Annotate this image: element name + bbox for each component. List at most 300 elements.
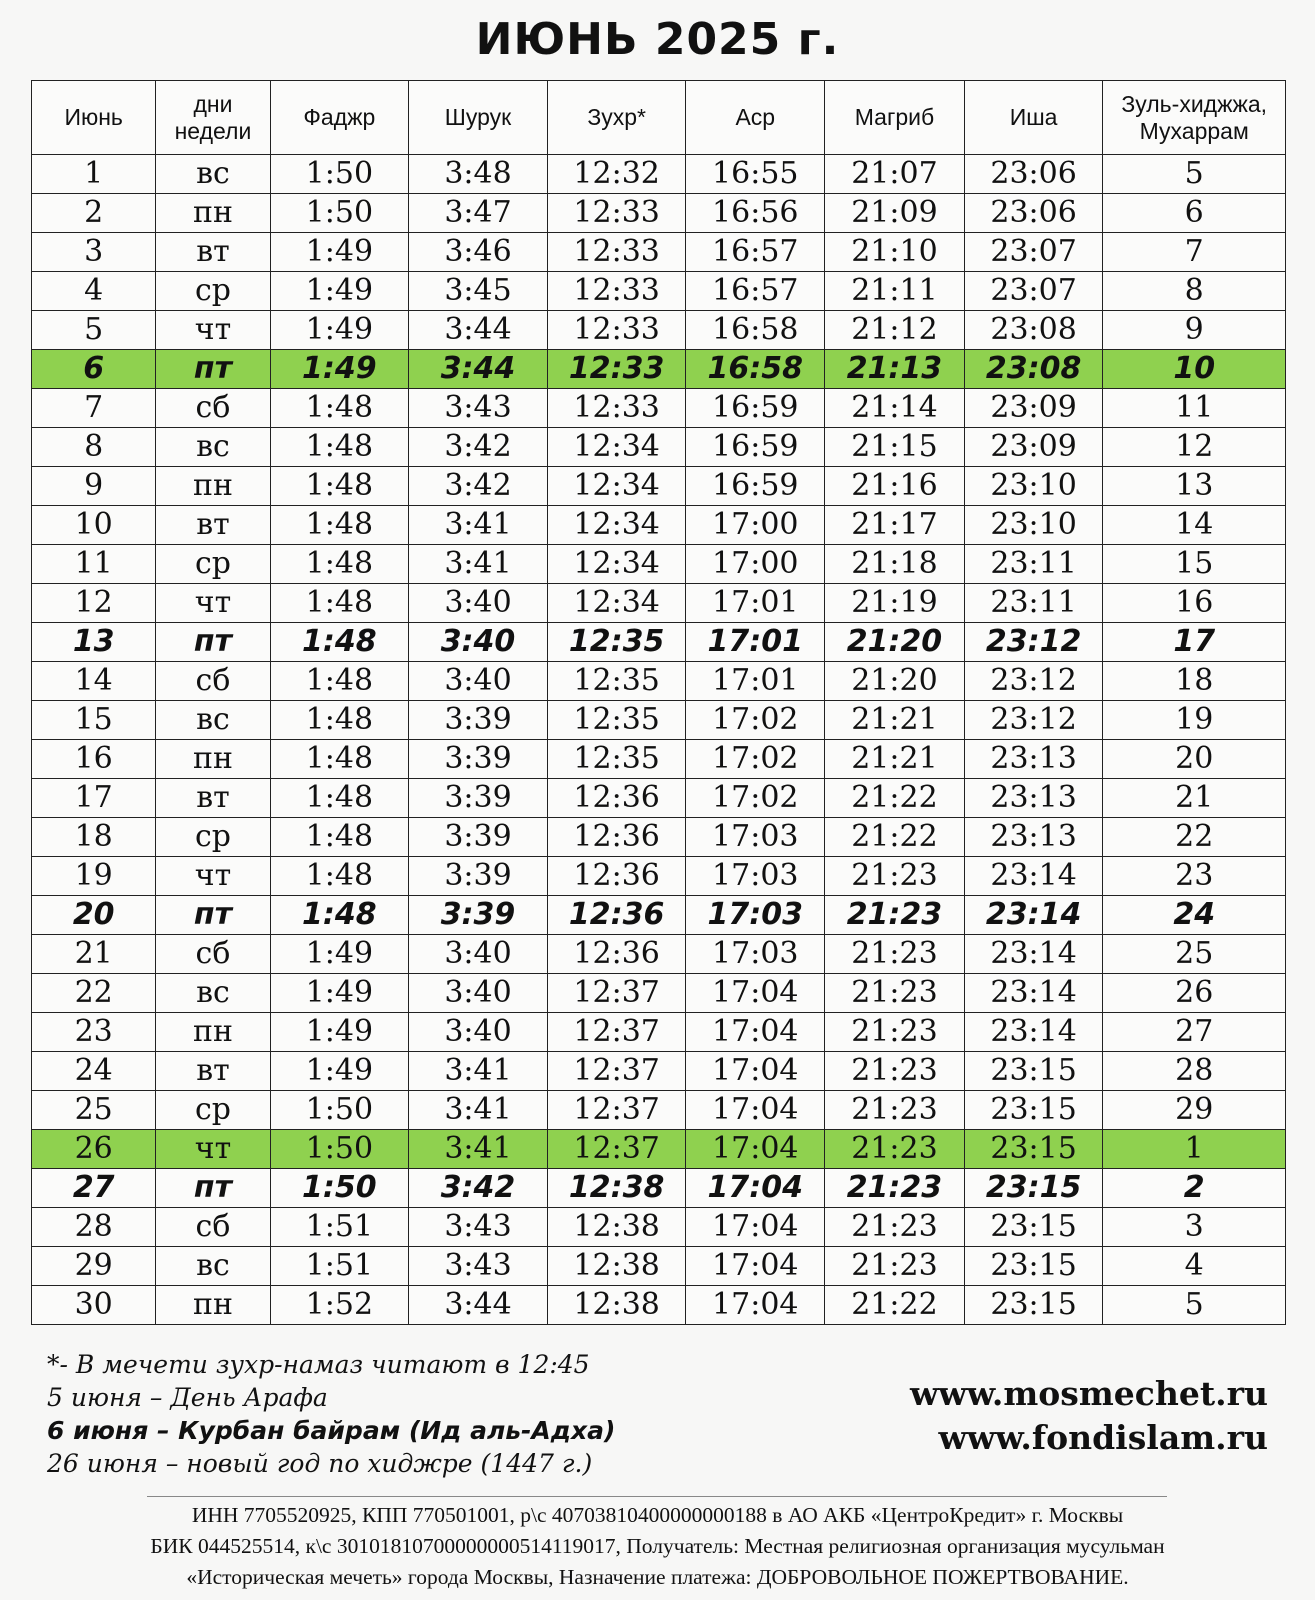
cell-day: 3: [32, 233, 156, 272]
bank-details: [0, 1500, 1315, 1593]
cell-maghrib: 21:13: [825, 350, 965, 389]
cell-weekday: сб: [156, 935, 270, 974]
cell-shuruk: 3:42: [409, 467, 548, 506]
cell-zuhr: 12:33: [547, 194, 686, 233]
cell-weekday: ср: [156, 818, 270, 857]
cell-day: 10: [32, 506, 156, 545]
table-row: [32, 623, 1286, 662]
cell-day: 23: [32, 1013, 156, 1052]
cell-shuruk: 3:47: [409, 194, 548, 233]
cell-hijri-day: 19: [1103, 701, 1286, 740]
cell-day: 11: [32, 545, 156, 584]
cell-shuruk: 3:41: [409, 1052, 548, 1091]
cell-asr: 17:02: [686, 701, 825, 740]
column-header-zuhr: Зухр*: [547, 81, 686, 155]
cell-zuhr: 12:35: [547, 623, 686, 662]
cell-shuruk: 3:46: [409, 233, 548, 272]
cell-isha: 23:13: [964, 740, 1103, 779]
cell-asr: 17:04: [686, 1013, 825, 1052]
cell-asr: 17:01: [686, 584, 825, 623]
cell-fajr: 1:48: [270, 779, 409, 818]
cell-zuhr: 12:34: [547, 545, 686, 584]
table-row: [32, 428, 1286, 467]
cell-isha: 23:06: [964, 194, 1103, 233]
cell-fajr: 1:48: [270, 623, 409, 662]
cell-fajr: 1:49: [270, 311, 409, 350]
cell-weekday: чт: [156, 857, 270, 896]
cell-hijri-day: 2: [1103, 1169, 1286, 1208]
cell-isha: 23:15: [964, 1208, 1103, 1247]
bank-details-line: «Историческая мечеть» города Москвы, Назначение платежа: ДОБРОВОЛЬНОЕ ПОЖЕРТВОВАНИЕ.: [186, 1565, 1129, 1589]
cell-weekday: пт: [156, 896, 270, 935]
cell-shuruk: 3:40: [409, 662, 548, 701]
cell-isha: 23:15: [964, 1247, 1103, 1286]
cell-fajr: 1:48: [270, 701, 409, 740]
cell-hijri-day: 26: [1103, 974, 1286, 1013]
cell-asr: 17:04: [686, 1247, 825, 1286]
cell-shuruk: 3:39: [409, 896, 548, 935]
cell-zuhr: 12:34: [547, 506, 686, 545]
cell-zuhr: 12:36: [547, 818, 686, 857]
cell-hijri-day: 9: [1103, 311, 1286, 350]
cell-zuhr: 12:38: [547, 1286, 686, 1325]
table-row: [32, 1091, 1286, 1130]
table-row: [32, 155, 1286, 194]
cell-fajr: 1:48: [270, 818, 409, 857]
cell-shuruk: 3:44: [409, 311, 548, 350]
cell-weekday: сб: [156, 389, 270, 428]
cell-fajr: 1:49: [270, 350, 409, 389]
cell-isha: 23:12: [964, 623, 1103, 662]
cell-asr: 16:57: [686, 233, 825, 272]
cell-asr: 17:04: [686, 974, 825, 1013]
divider: [147, 1496, 1167, 1497]
cell-fajr: 1:49: [270, 1013, 409, 1052]
cell-zuhr: 12:34: [547, 428, 686, 467]
cell-shuruk: 3:40: [409, 584, 548, 623]
page-title: ИЮНЬ 2025 г.: [475, 14, 840, 65]
cell-weekday: пн: [156, 1013, 270, 1052]
cell-hijri-day: 4: [1103, 1247, 1286, 1286]
table-row: [32, 311, 1286, 350]
cell-weekday: вс: [156, 155, 270, 194]
cell-weekday: пн: [156, 194, 270, 233]
cell-isha: 23:07: [964, 233, 1103, 272]
cell-isha: 23:08: [964, 350, 1103, 389]
table-row: [32, 194, 1286, 233]
cell-hijri-day: 16: [1103, 584, 1286, 623]
cell-asr: 16:59: [686, 467, 825, 506]
cell-fajr: 1:50: [270, 1169, 409, 1208]
cell-shuruk: 3:42: [409, 1169, 548, 1208]
column-header-isha: Иша: [964, 81, 1103, 155]
cell-zuhr: 12:33: [547, 389, 686, 428]
cell-maghrib: 21:23: [825, 1247, 965, 1286]
table-row: [32, 1208, 1286, 1247]
bank-details-line: БИК 044525514, к\с 30101810700000000514119017, Получатель: Местная религиозная организация мусульман: [150, 1534, 1165, 1558]
cell-shuruk: 3:48: [409, 155, 548, 194]
cell-asr: 17:04: [686, 1052, 825, 1091]
cell-fajr: 1:48: [270, 896, 409, 935]
table-row: [32, 506, 1286, 545]
cell-asr: 17:04: [686, 1286, 825, 1325]
cell-shuruk: 3:40: [409, 974, 548, 1013]
cell-asr: 17:02: [686, 740, 825, 779]
cell-fajr: 1:48: [270, 584, 409, 623]
footnotes: [47, 1348, 847, 1480]
cell-asr: 16:55: [686, 155, 825, 194]
cell-shuruk: 3:39: [409, 740, 548, 779]
cell-shuruk: 3:43: [409, 1247, 548, 1286]
cell-asr: 17:01: [686, 662, 825, 701]
cell-maghrib: 21:23: [825, 857, 965, 896]
cell-weekday: вс: [156, 428, 270, 467]
cell-day: 17: [32, 779, 156, 818]
cell-asr: 16:59: [686, 428, 825, 467]
cell-asr: 16:56: [686, 194, 825, 233]
cell-hijri-day: 21: [1103, 779, 1286, 818]
cell-isha: 23:15: [964, 1091, 1103, 1130]
table-row: [32, 350, 1286, 389]
cell-isha: 23:13: [964, 779, 1103, 818]
cell-isha: 23:14: [964, 857, 1103, 896]
table-row: [32, 740, 1286, 779]
cell-zuhr: 12:36: [547, 896, 686, 935]
cell-zuhr: 12:38: [547, 1169, 686, 1208]
cell-maghrib: 21:23: [825, 1052, 965, 1091]
table-row: [32, 701, 1286, 740]
cell-weekday: пн: [156, 1286, 270, 1325]
cell-zuhr: 12:36: [547, 857, 686, 896]
cell-day: 24: [32, 1052, 156, 1091]
cell-day: 1: [32, 155, 156, 194]
cell-day: 9: [32, 467, 156, 506]
cell-weekday: сб: [156, 1208, 270, 1247]
table-row: [32, 818, 1286, 857]
cell-maghrib: 21:17: [825, 506, 965, 545]
cell-hijri-day: 5: [1103, 1286, 1286, 1325]
cell-zuhr: 12:34: [547, 584, 686, 623]
cell-shuruk: 3:41: [409, 1130, 548, 1169]
cell-maghrib: 21:18: [825, 545, 965, 584]
cell-zuhr: 12:37: [547, 1013, 686, 1052]
cell-hijri-day: 14: [1103, 506, 1286, 545]
cell-day: 21: [32, 935, 156, 974]
cell-maghrib: 21:23: [825, 1091, 965, 1130]
cell-asr: 16:59: [686, 389, 825, 428]
cell-zuhr: 12:35: [547, 740, 686, 779]
cell-zuhr: 12:32: [547, 155, 686, 194]
cell-shuruk: 3:40: [409, 1013, 548, 1052]
cell-weekday: вс: [156, 1247, 270, 1286]
cell-maghrib: 21:11: [825, 272, 965, 311]
cell-shuruk: 3:42: [409, 428, 548, 467]
cell-hijri-day: 13: [1103, 467, 1286, 506]
column-header-month: Июнь: [32, 81, 156, 155]
cell-maghrib: 21:23: [825, 935, 965, 974]
cell-hijri-day: 24: [1103, 896, 1286, 935]
cell-day: 26: [32, 1130, 156, 1169]
cell-hijri-day: 15: [1103, 545, 1286, 584]
cell-weekday: ср: [156, 272, 270, 311]
cell-day: 13: [32, 623, 156, 662]
cell-maghrib: 21:23: [825, 1013, 965, 1052]
note-hijri-new-year: 26 июня – новый год по хиджре (1447 г.): [47, 1449, 593, 1478]
cell-weekday: пт: [156, 623, 270, 662]
cell-zuhr: 12:36: [547, 779, 686, 818]
cell-day: 2: [32, 194, 156, 233]
cell-zuhr: 12:33: [547, 272, 686, 311]
cell-day: 30: [32, 1286, 156, 1325]
cell-fajr: 1:50: [270, 155, 409, 194]
cell-isha: 23:15: [964, 1286, 1103, 1325]
table-row: [32, 896, 1286, 935]
table-body: [32, 155, 1286, 1325]
cell-hijri-day: 27: [1103, 1013, 1286, 1052]
table-row: [32, 584, 1286, 623]
cell-shuruk: 3:41: [409, 545, 548, 584]
cell-fajr: 1:50: [270, 1091, 409, 1130]
cell-zuhr: 12:37: [547, 1052, 686, 1091]
cell-fajr: 1:48: [270, 662, 409, 701]
cell-weekday: ср: [156, 545, 270, 584]
cell-day: 25: [32, 1091, 156, 1130]
cell-zuhr: 12:38: [547, 1208, 686, 1247]
cell-isha: 23:10: [964, 467, 1103, 506]
cell-isha: 23:11: [964, 584, 1103, 623]
cell-hijri-day: 7: [1103, 233, 1286, 272]
cell-shuruk: 3:39: [409, 701, 548, 740]
cell-fajr: 1:48: [270, 428, 409, 467]
cell-day: 7: [32, 389, 156, 428]
cell-shuruk: 3:39: [409, 818, 548, 857]
cell-day: 28: [32, 1208, 156, 1247]
table-row: [32, 1013, 1286, 1052]
cell-hijri-day: 5: [1103, 155, 1286, 194]
cell-asr: 17:03: [686, 896, 825, 935]
cell-asr: 16:58: [686, 350, 825, 389]
cell-zuhr: 12:33: [547, 311, 686, 350]
table-row: [32, 974, 1286, 1013]
table-row: [32, 1130, 1286, 1169]
cell-isha: 23:14: [964, 896, 1103, 935]
cell-fajr: 1:49: [270, 935, 409, 974]
cell-maghrib: 21:22: [825, 1286, 965, 1325]
cell-day: 6: [32, 350, 156, 389]
cell-isha: 23:09: [964, 428, 1103, 467]
cell-fajr: 1:48: [270, 467, 409, 506]
cell-shuruk: 3:45: [409, 272, 548, 311]
cell-weekday: ср: [156, 1091, 270, 1130]
cell-asr: 16:57: [686, 272, 825, 311]
column-header-hijri: Зуль-хиджжа, Мухаррам: [1103, 81, 1286, 155]
bank-details-line: ИНН 7705520925, КПП 770501001, р\с 40703810400000000188 в АО АКБ «ЦентроКредит» г. Москвы: [191, 1503, 1124, 1527]
cell-weekday: вс: [156, 701, 270, 740]
cell-maghrib: 21:23: [825, 1169, 965, 1208]
column-header-shuruk: Шурук: [409, 81, 548, 155]
cell-hijri-day: 6: [1103, 194, 1286, 233]
cell-isha: 23:06: [964, 155, 1103, 194]
cell-hijri-day: 8: [1103, 272, 1286, 311]
table-row: [32, 1052, 1286, 1091]
cell-fajr: 1:49: [270, 1052, 409, 1091]
cell-shuruk: 3:39: [409, 857, 548, 896]
cell-fajr: 1:48: [270, 506, 409, 545]
table-row: [32, 272, 1286, 311]
cell-asr: 17:03: [686, 857, 825, 896]
cell-zuhr: 12:37: [547, 1091, 686, 1130]
cell-isha: 23:14: [964, 1013, 1103, 1052]
table-row: [32, 1286, 1286, 1325]
cell-asr: 17:04: [686, 1169, 825, 1208]
table-row: [32, 389, 1286, 428]
cell-maghrib: 21:20: [825, 623, 965, 662]
cell-weekday: чт: [156, 584, 270, 623]
cell-hijri-day: 20: [1103, 740, 1286, 779]
website-link[interactable]: www.mosmechet.ru: [909, 1374, 1268, 1413]
cell-maghrib: 21:09: [825, 194, 965, 233]
table-header-row: [32, 81, 1286, 155]
cell-weekday: вт: [156, 779, 270, 818]
cell-asr: 17:01: [686, 623, 825, 662]
cell-hijri-day: 28: [1103, 1052, 1286, 1091]
cell-maghrib: 21:20: [825, 662, 965, 701]
cell-maghrib: 21:21: [825, 701, 965, 740]
cell-fajr: 1:48: [270, 740, 409, 779]
table-row: [32, 1169, 1286, 1208]
cell-asr: 17:00: [686, 506, 825, 545]
cell-fajr: 1:52: [270, 1286, 409, 1325]
cell-maghrib: 21:14: [825, 389, 965, 428]
cell-maghrib: 21:23: [825, 1208, 965, 1247]
cell-zuhr: 12:35: [547, 662, 686, 701]
cell-asr: 17:00: [686, 545, 825, 584]
column-header-fajr: Фаджр: [270, 81, 409, 155]
cell-day: 20: [32, 896, 156, 935]
cell-fajr: 1:48: [270, 545, 409, 584]
cell-maghrib: 21:23: [825, 1130, 965, 1169]
cell-shuruk: 3:41: [409, 506, 548, 545]
cell-weekday: пт: [156, 1169, 270, 1208]
cell-fajr: 1:48: [270, 389, 409, 428]
cell-asr: 17:04: [686, 1208, 825, 1247]
cell-shuruk: 3:43: [409, 1208, 548, 1247]
cell-asr: 17:03: [686, 935, 825, 974]
cell-weekday: сб: [156, 662, 270, 701]
cell-shuruk: 3:44: [409, 350, 548, 389]
cell-fajr: 1:51: [270, 1247, 409, 1286]
note-kurban-bayram: 6 июня – Курбан байрам (Ид аль-Адха): [47, 1416, 616, 1445]
cell-zuhr: 12:33: [547, 350, 686, 389]
cell-weekday: вс: [156, 974, 270, 1013]
cell-hijri-day: 23: [1103, 857, 1286, 896]
cell-hijri-day: 1: [1103, 1130, 1286, 1169]
cell-isha: 23:13: [964, 818, 1103, 857]
cell-asr: 16:58: [686, 311, 825, 350]
cell-hijri-day: 22: [1103, 818, 1286, 857]
cell-fajr: 1:48: [270, 857, 409, 896]
cell-fajr: 1:50: [270, 194, 409, 233]
cell-fajr: 1:51: [270, 1208, 409, 1247]
prayer-times-table: [31, 80, 1286, 1325]
table-row: [32, 779, 1286, 818]
cell-weekday: чт: [156, 311, 270, 350]
cell-day: 19: [32, 857, 156, 896]
cell-weekday: чт: [156, 1130, 270, 1169]
cell-zuhr: 12:37: [547, 974, 686, 1013]
cell-fajr: 1:49: [270, 233, 409, 272]
cell-isha: 23:11: [964, 545, 1103, 584]
cell-fajr: 1:50: [270, 1130, 409, 1169]
table-row: [32, 857, 1286, 896]
column-header-asr: Аср: [686, 81, 825, 155]
cell-zuhr: 12:38: [547, 1247, 686, 1286]
cell-isha: 23:09: [964, 389, 1103, 428]
cell-isha: 23:08: [964, 311, 1103, 350]
cell-isha: 23:14: [964, 935, 1103, 974]
table-row: [32, 233, 1286, 272]
cell-hijri-day: 3: [1103, 1208, 1286, 1247]
cell-asr: 17:03: [686, 818, 825, 857]
cell-maghrib: 21:12: [825, 311, 965, 350]
cell-day: 22: [32, 974, 156, 1013]
table-row: [32, 467, 1286, 506]
cell-isha: 23:15: [964, 1052, 1103, 1091]
cell-day: 8: [32, 428, 156, 467]
website-link[interactable]: www.fondislam.ru: [938, 1418, 1268, 1457]
cell-weekday: вт: [156, 233, 270, 272]
cell-asr: 17:02: [686, 779, 825, 818]
cell-fajr: 1:49: [270, 272, 409, 311]
cell-hijri-day: 12: [1103, 428, 1286, 467]
table-row: [32, 1247, 1286, 1286]
cell-maghrib: 21:10: [825, 233, 965, 272]
cell-shuruk: 3:40: [409, 935, 548, 974]
cell-day: 15: [32, 701, 156, 740]
cell-isha: 23:10: [964, 506, 1103, 545]
cell-hijri-day: 10: [1103, 350, 1286, 389]
cell-maghrib: 21:15: [825, 428, 965, 467]
cell-zuhr: 12:37: [547, 1130, 686, 1169]
cell-zuhr: 12:36: [547, 935, 686, 974]
cell-asr: 17:04: [686, 1091, 825, 1130]
cell-isha: 23:14: [964, 974, 1103, 1013]
websites: [910, 1372, 1268, 1460]
cell-day: 18: [32, 818, 156, 857]
cell-weekday: пт: [156, 350, 270, 389]
cell-weekday: пн: [156, 740, 270, 779]
cell-day: 14: [32, 662, 156, 701]
cell-maghrib: 21:21: [825, 740, 965, 779]
cell-day: 29: [32, 1247, 156, 1286]
cell-isha: 23:15: [964, 1169, 1103, 1208]
cell-hijri-day: 25: [1103, 935, 1286, 974]
cell-fajr: 1:49: [270, 974, 409, 1013]
cell-day: 27: [32, 1169, 156, 1208]
cell-hijri-day: 29: [1103, 1091, 1286, 1130]
cell-shuruk: 3:39: [409, 779, 548, 818]
cell-shuruk: 3:41: [409, 1091, 548, 1130]
cell-zuhr: 12:35: [547, 701, 686, 740]
cell-weekday: пн: [156, 467, 270, 506]
table-row: [32, 935, 1286, 974]
cell-isha: 23:12: [964, 662, 1103, 701]
cell-hijri-day: 11: [1103, 389, 1286, 428]
table-row: [32, 545, 1286, 584]
cell-weekday: вт: [156, 506, 270, 545]
note-zuhr: *- В мечети зухр-намаз читают в 12:45: [47, 1350, 590, 1379]
cell-maghrib: 21:22: [825, 779, 965, 818]
